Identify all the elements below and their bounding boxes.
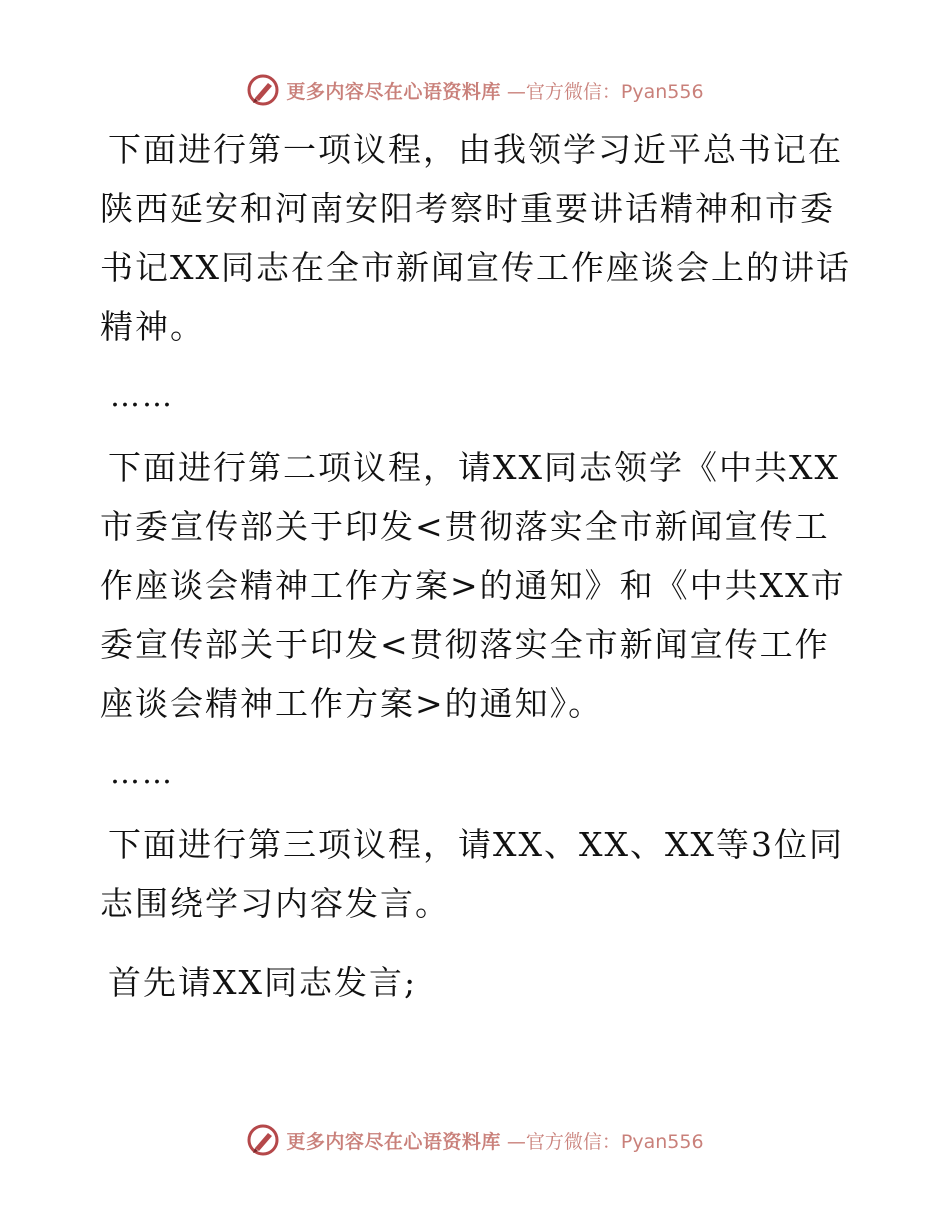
header-watermark (0, 70, 950, 110)
header-wechat-text: —官方微信：Pyan556 (506, 80, 704, 103)
pen-circle-logo-icon (246, 1123, 280, 1157)
ellipsis-1: …… (110, 379, 174, 414)
agenda-item-3: 下面进行第三项议程，请XX、XX、XX等3位同志围绕学习内容发言。 (100, 825, 844, 923)
footer-brand-text: 更多内容尽在心语资料库 (286, 1130, 501, 1153)
ellipsis-2: …… (110, 756, 174, 791)
footer-wechat-text: —官方微信：Pyan556 (506, 1130, 704, 1153)
header-brand-text: 更多内容尽在心语资料库 (286, 80, 501, 103)
agenda-item-1: 下面进行第一项议程，由我领学习近平总书记在陕西延安和河南安阳考察时重要讲话精神和市委书记XX同志在全市新闻宣传工作座谈会上的讲话精神。 (100, 130, 851, 346)
footer-watermark (0, 1120, 950, 1160)
pen-circle-logo-icon (246, 73, 280, 107)
document-body (100, 120, 860, 1012)
agenda-item-2: 下面进行第二项议程，请XX同志领学《中共XX市委宣传部关于印发<贯彻落实全市新闻宣传工作座谈会精神工作方案>的通知》和《中共XX市委宣传部关于印发<贯彻落实全市新闻宣传工作座谈会精神工作方案>的通知》。 (100, 448, 846, 723)
first-speaker-line: 首先请XX同志发言; (108, 963, 418, 1002)
